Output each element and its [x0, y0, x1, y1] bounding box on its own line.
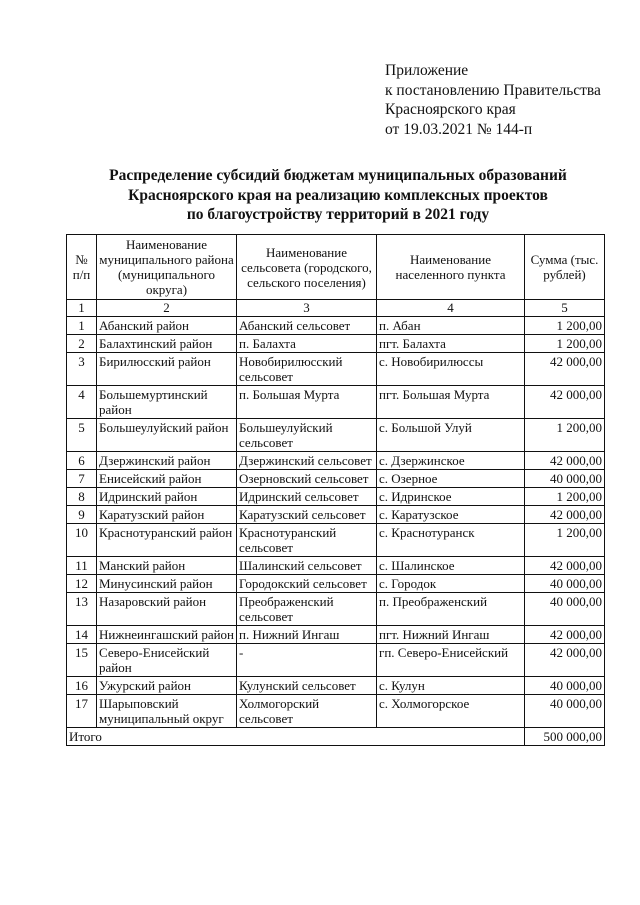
table-row	[67, 695, 605, 728]
row-number: 4	[67, 386, 97, 419]
table-row	[67, 575, 605, 593]
row-number: 13	[67, 593, 97, 626]
settlement-cell: с. Новобирилюссы	[377, 353, 525, 386]
district-cell: Большемуртинский район	[97, 386, 237, 419]
council-cell: Дзержинский сельсовет	[237, 452, 377, 470]
council-cell: п. Нижний Ингаш	[237, 626, 377, 644]
annex-block	[385, 61, 601, 139]
sum-cell: 42 000,00	[525, 353, 605, 386]
sum-cell: 42 000,00	[525, 644, 605, 677]
settlement-cell: п. Абан	[377, 317, 525, 335]
row-number: 3	[67, 353, 97, 386]
council-cell: Холмогорский сельсовет	[237, 695, 377, 728]
settlement-cell: пгт. Нижний Ингаш	[377, 626, 525, 644]
row-number: 5	[67, 419, 97, 452]
sum-cell: 40 000,00	[525, 695, 605, 728]
sum-cell: 1 200,00	[525, 335, 605, 353]
settlement-cell: пгт. Балахта	[377, 335, 525, 353]
row-number: 15	[67, 644, 97, 677]
table-row	[67, 593, 605, 626]
row-number: 2	[67, 335, 97, 353]
settlement-cell: гп. Северо-Енисейский	[377, 644, 525, 677]
council-cell: п. Большая Мурта	[237, 386, 377, 419]
district-cell: Северо-Енисейский район	[97, 644, 237, 677]
council-cell: Новобирилюсский сельсовет	[237, 353, 377, 386]
council-cell: -	[237, 644, 377, 677]
annex-line-3: Красноярского края	[385, 101, 516, 118]
table-row	[67, 470, 605, 488]
district-cell: Бирилюсский район	[97, 353, 237, 386]
column-number: 4	[377, 300, 525, 317]
document-title	[60, 166, 616, 225]
district-cell: Манский район	[97, 557, 237, 575]
settlement-cell: с. Холмогорское	[377, 695, 525, 728]
council-cell: Кулунский сельсовет	[237, 677, 377, 695]
district-cell: Каратузский район	[97, 506, 237, 524]
district-cell: Балахтинский район	[97, 335, 237, 353]
sum-cell: 42 000,00	[525, 626, 605, 644]
sum-cell: 40 000,00	[525, 677, 605, 695]
settlement-cell: с. Шалинское	[377, 557, 525, 575]
row-number: 1	[67, 317, 97, 335]
row-number: 7	[67, 470, 97, 488]
subsidy-table	[66, 234, 605, 746]
settlement-cell: с. Городок	[377, 575, 525, 593]
district-cell: Ужурский район	[97, 677, 237, 695]
annex-line-1: Приложение	[385, 62, 469, 79]
district-cell: Дзержинский район	[97, 452, 237, 470]
table-row	[67, 506, 605, 524]
total-sum: 500 000,00	[525, 728, 605, 746]
settlement-cell: п. Преображенский	[377, 593, 525, 626]
title-line-3: по благоустройству территорий в 2021 году	[186, 206, 490, 223]
district-cell: Большеулуйский район	[97, 419, 237, 452]
column-number-row	[67, 300, 605, 317]
header-sum: Сумма (тыс. рублей)	[525, 235, 605, 300]
row-number: 9	[67, 506, 97, 524]
settlement-cell: с. Кулун	[377, 677, 525, 695]
council-cell: Краснотуранский сельсовет	[237, 524, 377, 557]
settlement-cell: с. Озерное	[377, 470, 525, 488]
row-number: 17	[67, 695, 97, 728]
district-cell: Назаровский район	[97, 593, 237, 626]
table-row	[67, 353, 605, 386]
table-row	[67, 626, 605, 644]
settlement-cell: пгт. Большая Мурта	[377, 386, 525, 419]
header-settlement: Наименование населенного пункта	[377, 235, 525, 300]
header-district: Наименование муниципального района (муниципального округа)	[97, 235, 237, 300]
table-row	[67, 488, 605, 506]
council-cell: Озерновский сельсовет	[237, 470, 377, 488]
settlement-cell: с. Краснотуранск	[377, 524, 525, 557]
district-cell: Идринский район	[97, 488, 237, 506]
column-number: 5	[525, 300, 605, 317]
district-cell: Минусинский район	[97, 575, 237, 593]
district-cell: Краснотуранский район	[97, 524, 237, 557]
table-row	[67, 524, 605, 557]
annex-line-2: к постановлению Правительства	[385, 81, 601, 99]
row-number: 12	[67, 575, 97, 593]
settlement-cell: с. Каратузское	[377, 506, 525, 524]
total-label: Итого	[67, 728, 525, 746]
title-line-1: Распределение субсидий бюджетам муниципальных образований	[109, 167, 567, 184]
council-cell: Шалинский сельсовет	[237, 557, 377, 575]
header-num: № п/п	[67, 235, 97, 300]
sum-cell: 40 000,00	[525, 470, 605, 488]
settlement-cell: с. Идринское	[377, 488, 525, 506]
table-row	[67, 317, 605, 335]
row-number: 14	[67, 626, 97, 644]
sum-cell: 42 000,00	[525, 452, 605, 470]
table-row	[67, 419, 605, 452]
sum-cell: 40 000,00	[525, 593, 605, 626]
column-number: 1	[67, 300, 97, 317]
district-cell: Нижнеингашский район	[97, 626, 237, 644]
council-cell: п. Балахта	[237, 335, 377, 353]
settlement-cell: с. Дзержинское	[377, 452, 525, 470]
sum-cell: 1 200,00	[525, 317, 605, 335]
sum-cell: 1 200,00	[525, 488, 605, 506]
row-number: 11	[67, 557, 97, 575]
council-cell: Каратузский сельсовет	[237, 506, 377, 524]
table-row	[67, 335, 605, 353]
total-row	[67, 728, 605, 746]
title-line-2: Красноярского края на реализацию комплексных проектов	[128, 186, 548, 204]
settlement-cell: с. Большой Улуй	[377, 419, 525, 452]
table-header-row	[67, 235, 605, 300]
header-council: Наименование сельсовета (городского, сельского поселения)	[237, 235, 377, 300]
sum-cell: 40 000,00	[525, 575, 605, 593]
row-number: 16	[67, 677, 97, 695]
column-number: 2	[97, 300, 237, 317]
council-cell: Большеулуйский сельсовет	[237, 419, 377, 452]
sum-cell: 42 000,00	[525, 557, 605, 575]
district-cell: Шарыповский муниципальный округ	[97, 695, 237, 728]
row-number: 6	[67, 452, 97, 470]
table-row	[67, 452, 605, 470]
row-number: 10	[67, 524, 97, 557]
table-row	[67, 644, 605, 677]
table-row	[67, 677, 605, 695]
council-cell: Преображенский сельсовет	[237, 593, 377, 626]
row-number: 8	[67, 488, 97, 506]
sum-cell: 1 200,00	[525, 419, 605, 452]
council-cell: Идринский сельсовет	[237, 488, 377, 506]
table-row	[67, 557, 605, 575]
sum-cell: 42 000,00	[525, 506, 605, 524]
sum-cell: 1 200,00	[525, 524, 605, 557]
district-cell: Абанский район	[97, 317, 237, 335]
council-cell: Городокский сельсовет	[237, 575, 377, 593]
annex-line-4: от 19.03.2021 № 144-п	[385, 120, 533, 138]
column-number: 3	[237, 300, 377, 317]
table-row	[67, 386, 605, 419]
district-cell: Енисейский район	[97, 470, 237, 488]
sum-cell: 42 000,00	[525, 386, 605, 419]
council-cell: Абанский сельсовет	[237, 317, 377, 335]
